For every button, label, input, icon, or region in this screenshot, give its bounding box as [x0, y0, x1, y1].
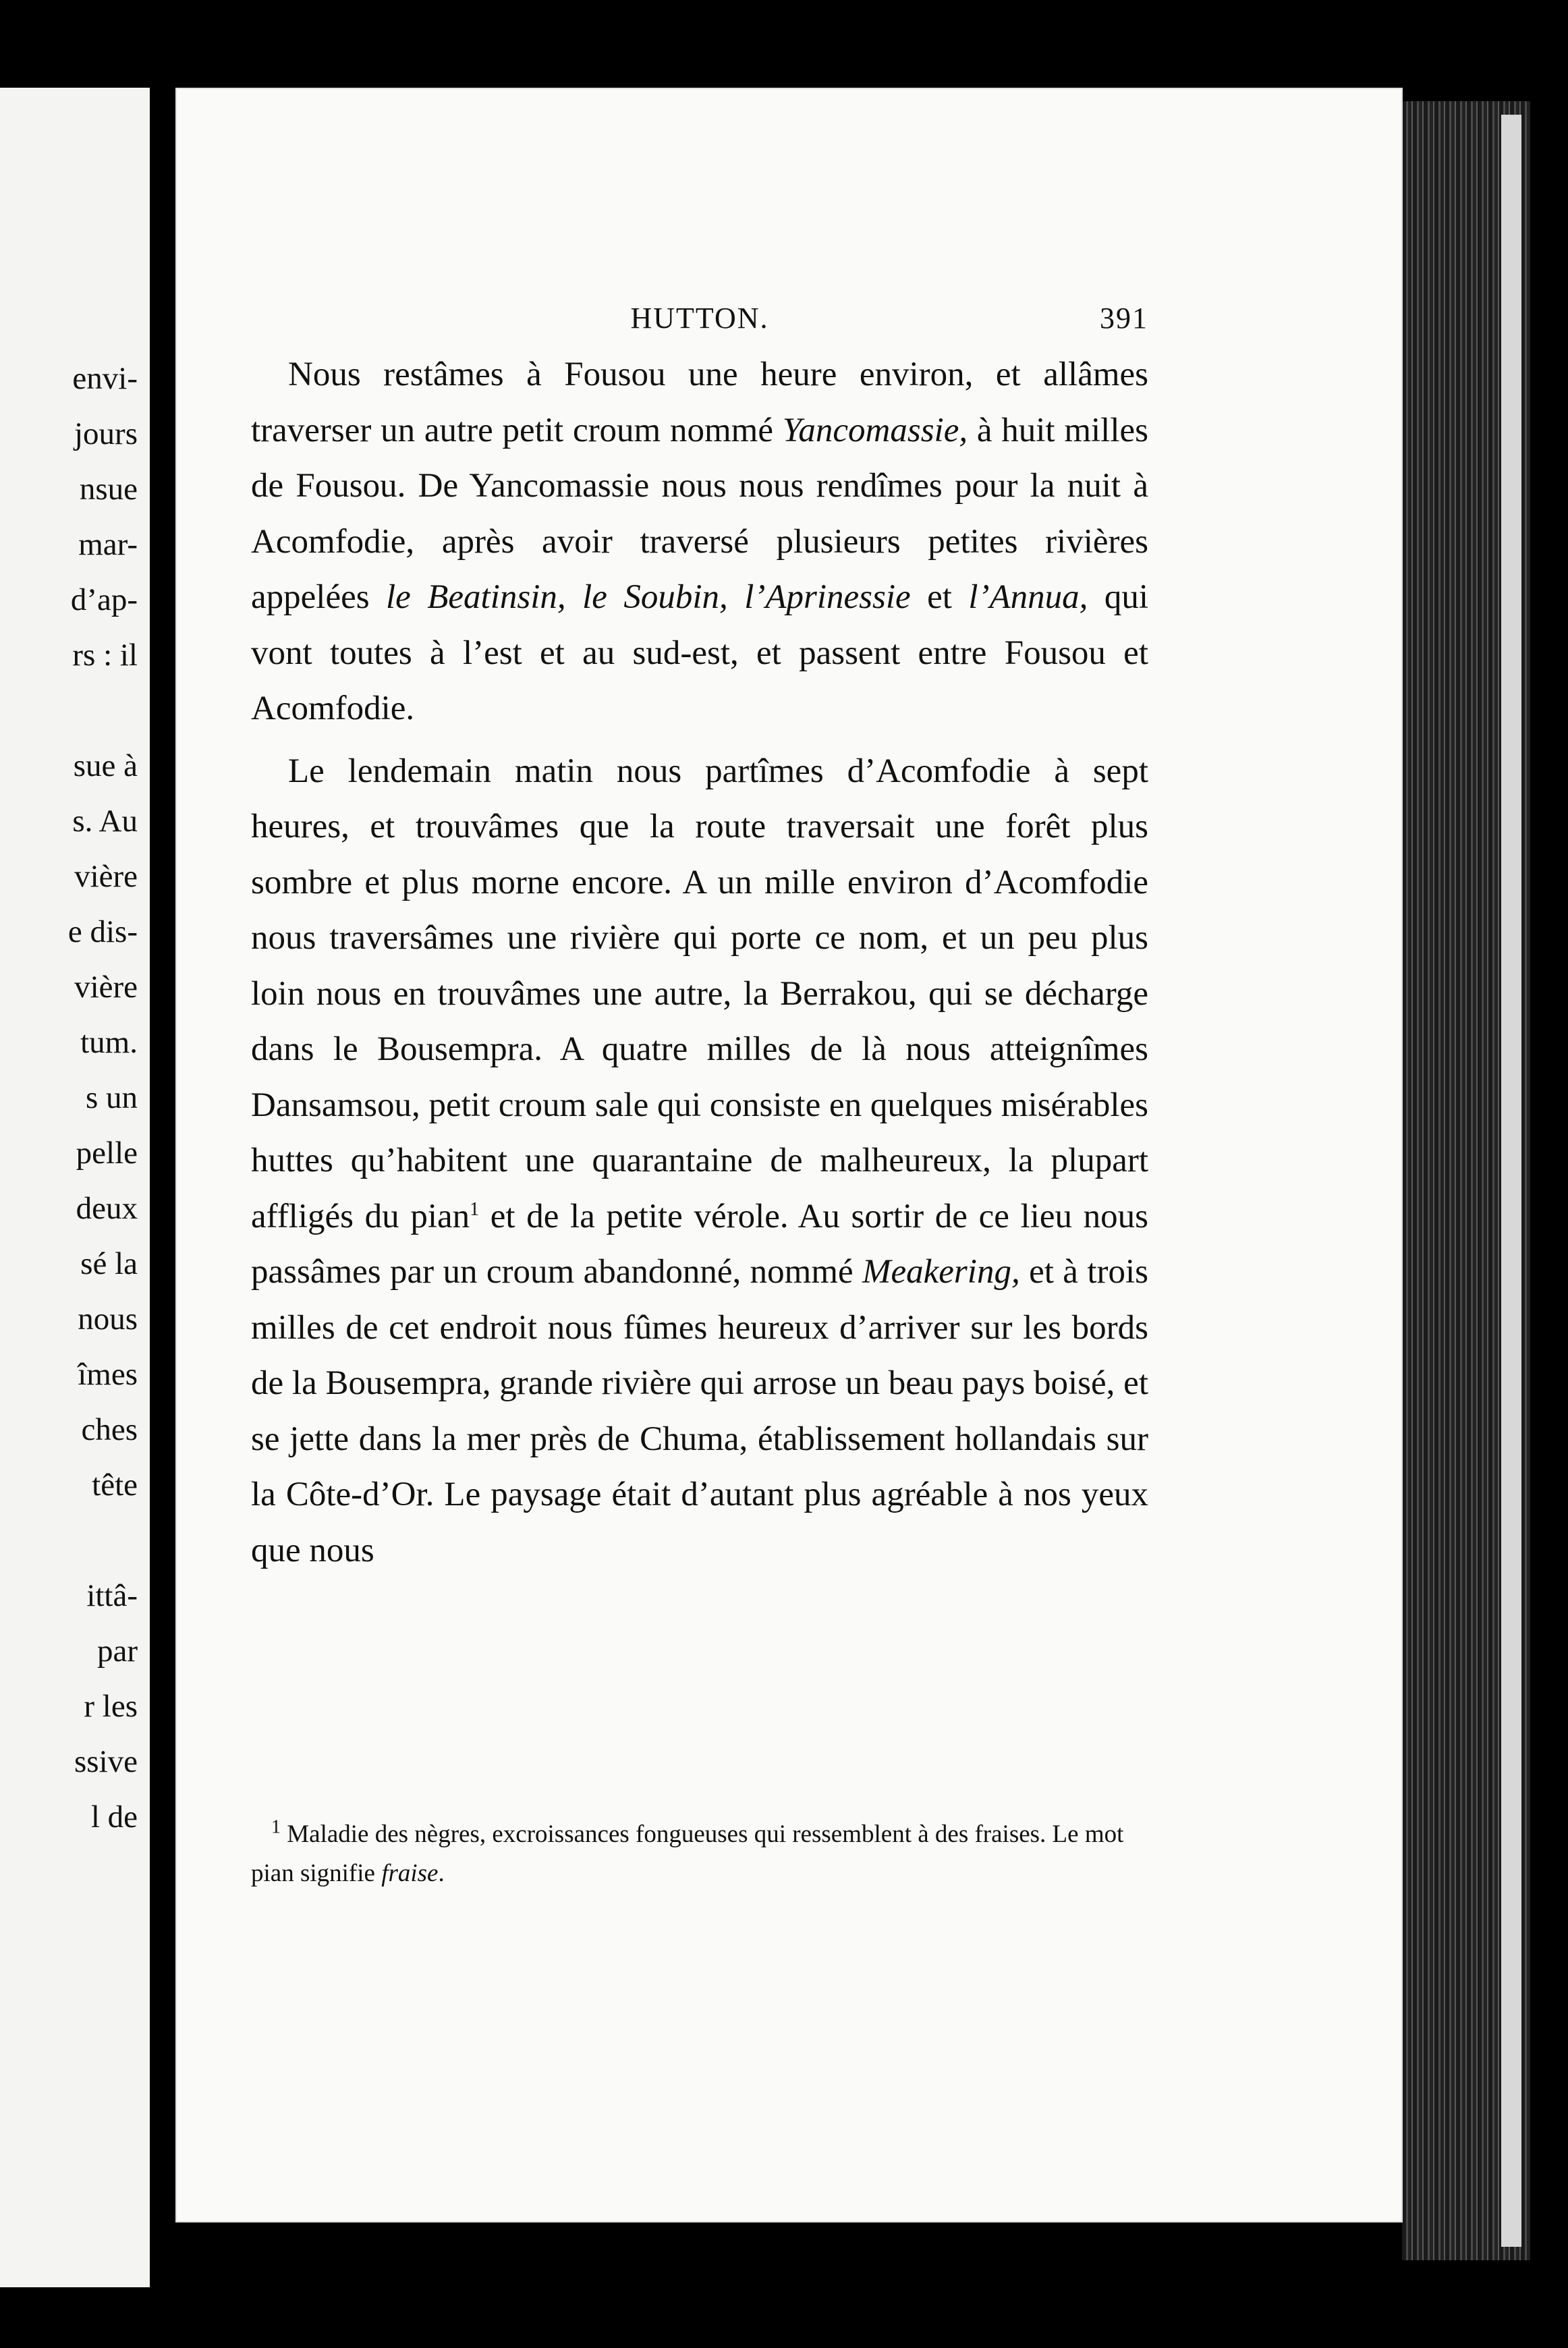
facing-page-line: d’ap-	[70, 582, 138, 617]
facing-page-line: l de	[90, 1799, 138, 1835]
paragraph-1: Nous restâmes à Fousou une heure environ, et allâmes traverser un autre petit croum nommé Yancomassie, à huit milles de Fousou. De Yancomassie nous nous rendîmes pour la nuit à Acomfodie, après avoir traversé plusieurs petites rivières appelées le Beatinsin, le Soubin, l’Aprinessie et l’Annua, qui vont toutes à l’est et au sud-est, et passent entre Fousou et Acomfodie.	[251, 356, 1149, 727]
facing-page-line	[68, 683, 138, 738]
body-text	[251, 347, 1148, 1578]
facing-page-text	[68, 351, 138, 1845]
place-name: Yancomassie,	[782, 411, 968, 449]
facing-page-line: sé la	[80, 1246, 138, 1281]
facing-page-line: rs : il	[72, 638, 138, 673]
facing-page-line: r les	[84, 1689, 138, 1724]
facing-page-line: nous	[78, 1302, 138, 1337]
facing-page-line: vière	[74, 859, 138, 894]
facing-page-line: mar-	[78, 527, 138, 562]
river-name: l’Annua,	[968, 578, 1088, 616]
facing-page	[0, 88, 150, 2287]
facing-page-line: nsue	[79, 472, 138, 507]
facing-page-line: jours	[74, 416, 138, 451]
river-name: le Soubin,	[582, 578, 728, 616]
facing-page-line: vière	[74, 970, 138, 1005]
place-name: Meakering,	[862, 1253, 1020, 1291]
footnote-marker: 1	[470, 1198, 480, 1220]
river-name: l’Aprinessie	[744, 578, 911, 616]
facing-page-line: ssive	[74, 1744, 138, 1779]
facing-page-line: envi-	[72, 361, 138, 396]
running-head: HUTTON.	[630, 302, 769, 335]
facing-page-line: tête	[92, 1468, 138, 1503]
page-header	[251, 301, 1148, 348]
facing-page-line: îmes	[78, 1357, 138, 1392]
facing-page-line: s un	[85, 1080, 138, 1115]
facing-page-line: tum.	[80, 1025, 138, 1060]
facing-page-line: ches	[81, 1412, 138, 1447]
facing-page-line: par	[96, 1633, 138, 1669]
paragraph-2: Le lendemain matin nous partîmes d’Acomfodie à sept heures, et trouvâmes que la route traversait une forêt plus sombre et plus morne encore. A un mille environ d’Acomfodie nous traversâmes une rivière qui porte ce nom, et un peu plus loin nous en trouvâmes une autre, la Berrakou, qui se décharge dans le Bousempra. A quatre milles de là nous atteignîmes Dansamsou, petit croum sale qui consiste en quelques misérables huttes qu’habitent une quarantaine de malheureux, la plupart affligés du pian$^1$ et de la petite vérole. Au sortir de ce lieu nous passâmes par un croum abandonné, nommé Meakering, et à trois milles de cet endroit nous fûmes heureux d’arriver sur les bords de la Bousempra, grande rivière qui arrose un beau pays boisé, et se jette dans la mer près de Chuma, établissement hollandais sur la Côte-d’Or. Le paysage était d’autant plus agréable à nos yeux que nous	[251, 752, 1149, 1569]
facing-page-line: pelle	[76, 1136, 138, 1171]
river-name: le Beatinsin,	[386, 578, 566, 616]
facing-page-line: e dis-	[67, 914, 138, 949]
footnote: $^1$ Maladie des nègres, excroissances fongueuses qui ressemblent à des fraises. Le mot pian signifie fraise.	[251, 1816, 1124, 1887]
book-edge-strip	[1501, 115, 1521, 2247]
facing-page-line: deux	[76, 1191, 138, 1226]
footnote-number: 1	[271, 1816, 281, 1838]
facing-page-line: ittâ-	[86, 1578, 138, 1613]
facing-page-line: sue à	[73, 748, 138, 783]
facing-page-line: s. Au	[72, 804, 138, 839]
facing-page-line	[68, 1513, 138, 1568]
page-number: 391	[1100, 302, 1148, 335]
